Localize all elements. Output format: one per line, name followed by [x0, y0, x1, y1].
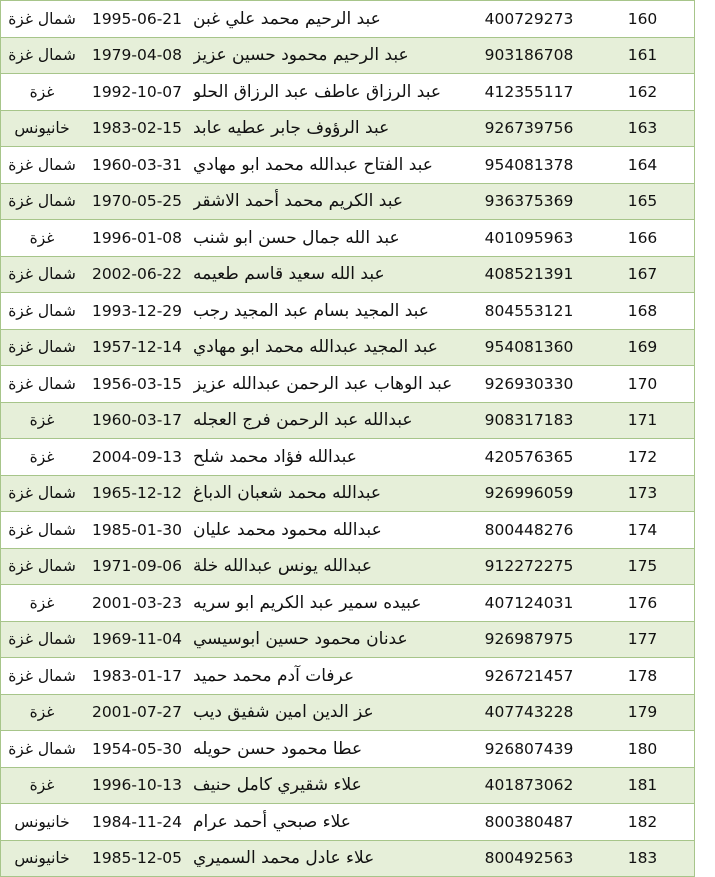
birth-date-cell: 1970-05-25: [81, 184, 193, 220]
id-number-cell: 412355117: [465, 74, 593, 110]
row-number-cell: 179: [593, 695, 694, 731]
id-number-cell: 407124031: [465, 585, 593, 621]
table-row: [1, 74, 694, 111]
full-name-cell: عبدالله يونس عبدالله خلة: [193, 549, 465, 585]
birth-date-cell: 1996-10-13: [81, 768, 193, 804]
row-number-cell: 162: [593, 74, 694, 110]
birth-date-cell: 2002-06-22: [81, 257, 193, 293]
full-name-cell: عز الدين امين شفيق ديب: [193, 695, 465, 731]
governorate-cell: شمال غزة: [3, 366, 81, 402]
governorate-cell: شمال غزة: [3, 658, 81, 694]
id-number-cell: 400729273: [465, 1, 593, 37]
row-number-cell: 173: [593, 476, 694, 512]
id-number-cell: 926996059: [465, 476, 593, 512]
row-number-cell: 165: [593, 184, 694, 220]
id-number-cell: 408521391: [465, 257, 593, 293]
table-row: [1, 841, 694, 877]
table-row: [1, 695, 694, 732]
full-name-cell: عبدالله عبد الرحمن فرج العجله: [193, 403, 465, 439]
table-row: [1, 731, 694, 768]
governorate-cell: غزة: [3, 585, 81, 621]
row-number-cell: 166: [593, 220, 694, 256]
birth-date-cell: 1983-01-17: [81, 658, 193, 694]
governorate-cell: شمال غزة: [3, 512, 81, 548]
row-number-cell: 163: [593, 111, 694, 147]
id-number-cell: 903186708: [465, 38, 593, 74]
id-number-cell: 954081378: [465, 147, 593, 183]
table-row: [1, 184, 694, 221]
full-name-cell: عرفات آدم محمد حميد: [193, 658, 465, 694]
full-name-cell: علاء شقيري كامل حنيف: [193, 768, 465, 804]
row-number-cell: 174: [593, 512, 694, 548]
table-row: [1, 257, 694, 294]
id-number-cell: 926987975: [465, 622, 593, 658]
row-number-cell: 175: [593, 549, 694, 585]
governorate-cell: شمال غزة: [3, 476, 81, 512]
birth-date-cell: 1983-02-15: [81, 111, 193, 147]
full-name-cell: علاء صبحي أحمد عرام: [193, 804, 465, 840]
full-name-cell: عبد المجيد بسام عبد المجيد رجب: [193, 293, 465, 329]
row-number-cell: 181: [593, 768, 694, 804]
table-row: [1, 111, 694, 148]
governorate-cell: خانيونس: [3, 841, 81, 877]
table-row: [1, 549, 694, 586]
governorate-cell: شمال غزة: [3, 293, 81, 329]
full-name-cell: عدنان محمود حسين ابوسيسي: [193, 622, 465, 658]
birth-date-cell: 1956-03-15: [81, 366, 193, 402]
row-number-cell: 183: [593, 841, 694, 877]
governorate-cell: غزة: [3, 403, 81, 439]
row-number-cell: 170: [593, 366, 694, 402]
governorate-cell: غزة: [3, 439, 81, 475]
id-number-cell: 800492563: [465, 841, 593, 877]
governorate-cell: شمال غزة: [3, 622, 81, 658]
birth-date-cell: 1960-03-17: [81, 403, 193, 439]
table-row: [1, 804, 694, 841]
id-number-cell: 926721457: [465, 658, 593, 694]
table-row: [1, 585, 694, 622]
full-name-cell: عبد الرحيم محمود حسين عزيز: [193, 38, 465, 74]
row-number-cell: 167: [593, 257, 694, 293]
full-name-cell: علاء عادل محمد السميري: [193, 841, 465, 877]
governorate-cell: شمال غزة: [3, 184, 81, 220]
row-number-cell: 176: [593, 585, 694, 621]
row-number-cell: 180: [593, 731, 694, 767]
table-row: [1, 38, 694, 75]
id-number-cell: 407743228: [465, 695, 593, 731]
governorate-cell: خانيونس: [3, 111, 81, 147]
birth-date-cell: 2001-03-23: [81, 585, 193, 621]
birth-date-cell: 1985-12-05: [81, 841, 193, 877]
row-number-cell: 172: [593, 439, 694, 475]
row-number-cell: 160: [593, 1, 694, 37]
id-number-cell: 908317183: [465, 403, 593, 439]
row-number-cell: 178: [593, 658, 694, 694]
row-number-cell: 171: [593, 403, 694, 439]
id-number-cell: 926930330: [465, 366, 593, 402]
table-row: [1, 147, 694, 184]
governorate-cell: شمال غزة: [3, 731, 81, 767]
table-row: [1, 658, 694, 695]
table-row: [1, 366, 694, 403]
birth-date-cell: 1979-04-08: [81, 38, 193, 74]
table-row: [1, 403, 694, 440]
id-number-cell: 401873062: [465, 768, 593, 804]
full-name-cell: عبيده سمير عبد الكريم ابو سريه: [193, 585, 465, 621]
full-name-cell: عبد الرحيم محمد علي غبن: [193, 1, 465, 37]
row-number-cell: 168: [593, 293, 694, 329]
full-name-cell: عبد الكريم محمد أحمد الاشقر: [193, 184, 465, 220]
table-row: [1, 293, 694, 330]
governorate-cell: شمال غزة: [3, 147, 81, 183]
id-number-cell: 954081360: [465, 330, 593, 366]
row-number-cell: 164: [593, 147, 694, 183]
id-number-cell: 800448276: [465, 512, 593, 548]
row-number-cell: 182: [593, 804, 694, 840]
full-name-cell: عبد الرؤوف جابر عطيه عابد: [193, 111, 465, 147]
governorate-cell: شمال غزة: [3, 549, 81, 585]
table-row: [1, 439, 694, 476]
birth-date-cell: 1984-11-24: [81, 804, 193, 840]
birth-date-cell: 1960-03-31: [81, 147, 193, 183]
birth-date-cell: 1969-11-04: [81, 622, 193, 658]
full-name-cell: عبدالله محمد شعبان الدباغ: [193, 476, 465, 512]
table-row: [1, 768, 694, 805]
full-name-cell: عبدالله محمود محمد عليان: [193, 512, 465, 548]
full-name-cell: عطا محمود حسن حويله: [193, 731, 465, 767]
table-row: [1, 622, 694, 659]
birth-date-cell: 1992-10-07: [81, 74, 193, 110]
full-name-cell: عبد المجيد عبدالله محمد ابو مهادي: [193, 330, 465, 366]
birth-date-cell: 1971-09-06: [81, 549, 193, 585]
birth-date-cell: 2001-07-27: [81, 695, 193, 731]
governorate-cell: غزة: [3, 768, 81, 804]
governorate-cell: شمال غزة: [3, 257, 81, 293]
id-number-cell: 401095963: [465, 220, 593, 256]
governorate-cell: غزة: [3, 220, 81, 256]
id-number-cell: 420576365: [465, 439, 593, 475]
governorate-cell: شمال غزة: [3, 38, 81, 74]
id-number-cell: 926807439: [465, 731, 593, 767]
full-name-cell: عبد الله جمال حسن ابو شنب: [193, 220, 465, 256]
full-name-cell: عبد الرزاق عاطف عبد الرزاق الحلو: [193, 74, 465, 110]
full-name-cell: عبد الوهاب عبد الرحمن عبدالله عزيز: [193, 366, 465, 402]
id-number-cell: 800380487: [465, 804, 593, 840]
birth-date-cell: 2004-09-13: [81, 439, 193, 475]
birth-date-cell: 1995-06-21: [81, 1, 193, 37]
full-name-cell: عبد الفتاح عبدالله محمد ابو مهادي: [193, 147, 465, 183]
birth-date-cell: 1957-12-14: [81, 330, 193, 366]
id-number-cell: 804553121: [465, 293, 593, 329]
birth-date-cell: 1965-12-12: [81, 476, 193, 512]
row-number-cell: 177: [593, 622, 694, 658]
id-number-cell: 912272275: [465, 549, 593, 585]
governorate-cell: شمال غزة: [3, 1, 81, 37]
birth-date-cell: 1954-05-30: [81, 731, 193, 767]
id-number-cell: 936375369: [465, 184, 593, 220]
row-number-cell: 161: [593, 38, 694, 74]
table-row: [1, 1, 694, 38]
table-row: [1, 512, 694, 549]
governorate-cell: غزة: [3, 74, 81, 110]
governorate-cell: شمال غزة: [3, 330, 81, 366]
governorate-cell: غزة: [3, 695, 81, 731]
birth-date-cell: 1996-01-08: [81, 220, 193, 256]
row-number-cell: 169: [593, 330, 694, 366]
table-row: [1, 330, 694, 367]
full-name-cell: عبدالله فؤاد محمد شلح: [193, 439, 465, 475]
governorate-cell: خانيونس: [3, 804, 81, 840]
full-name-cell: عبد الله سعيد قاسم طعيمه: [193, 257, 465, 293]
birth-date-cell: 1993-12-29: [81, 293, 193, 329]
table-row: [1, 220, 694, 257]
table-row: [1, 476, 694, 513]
id-number-cell: 926739756: [465, 111, 593, 147]
birth-date-cell: 1985-01-30: [81, 512, 193, 548]
